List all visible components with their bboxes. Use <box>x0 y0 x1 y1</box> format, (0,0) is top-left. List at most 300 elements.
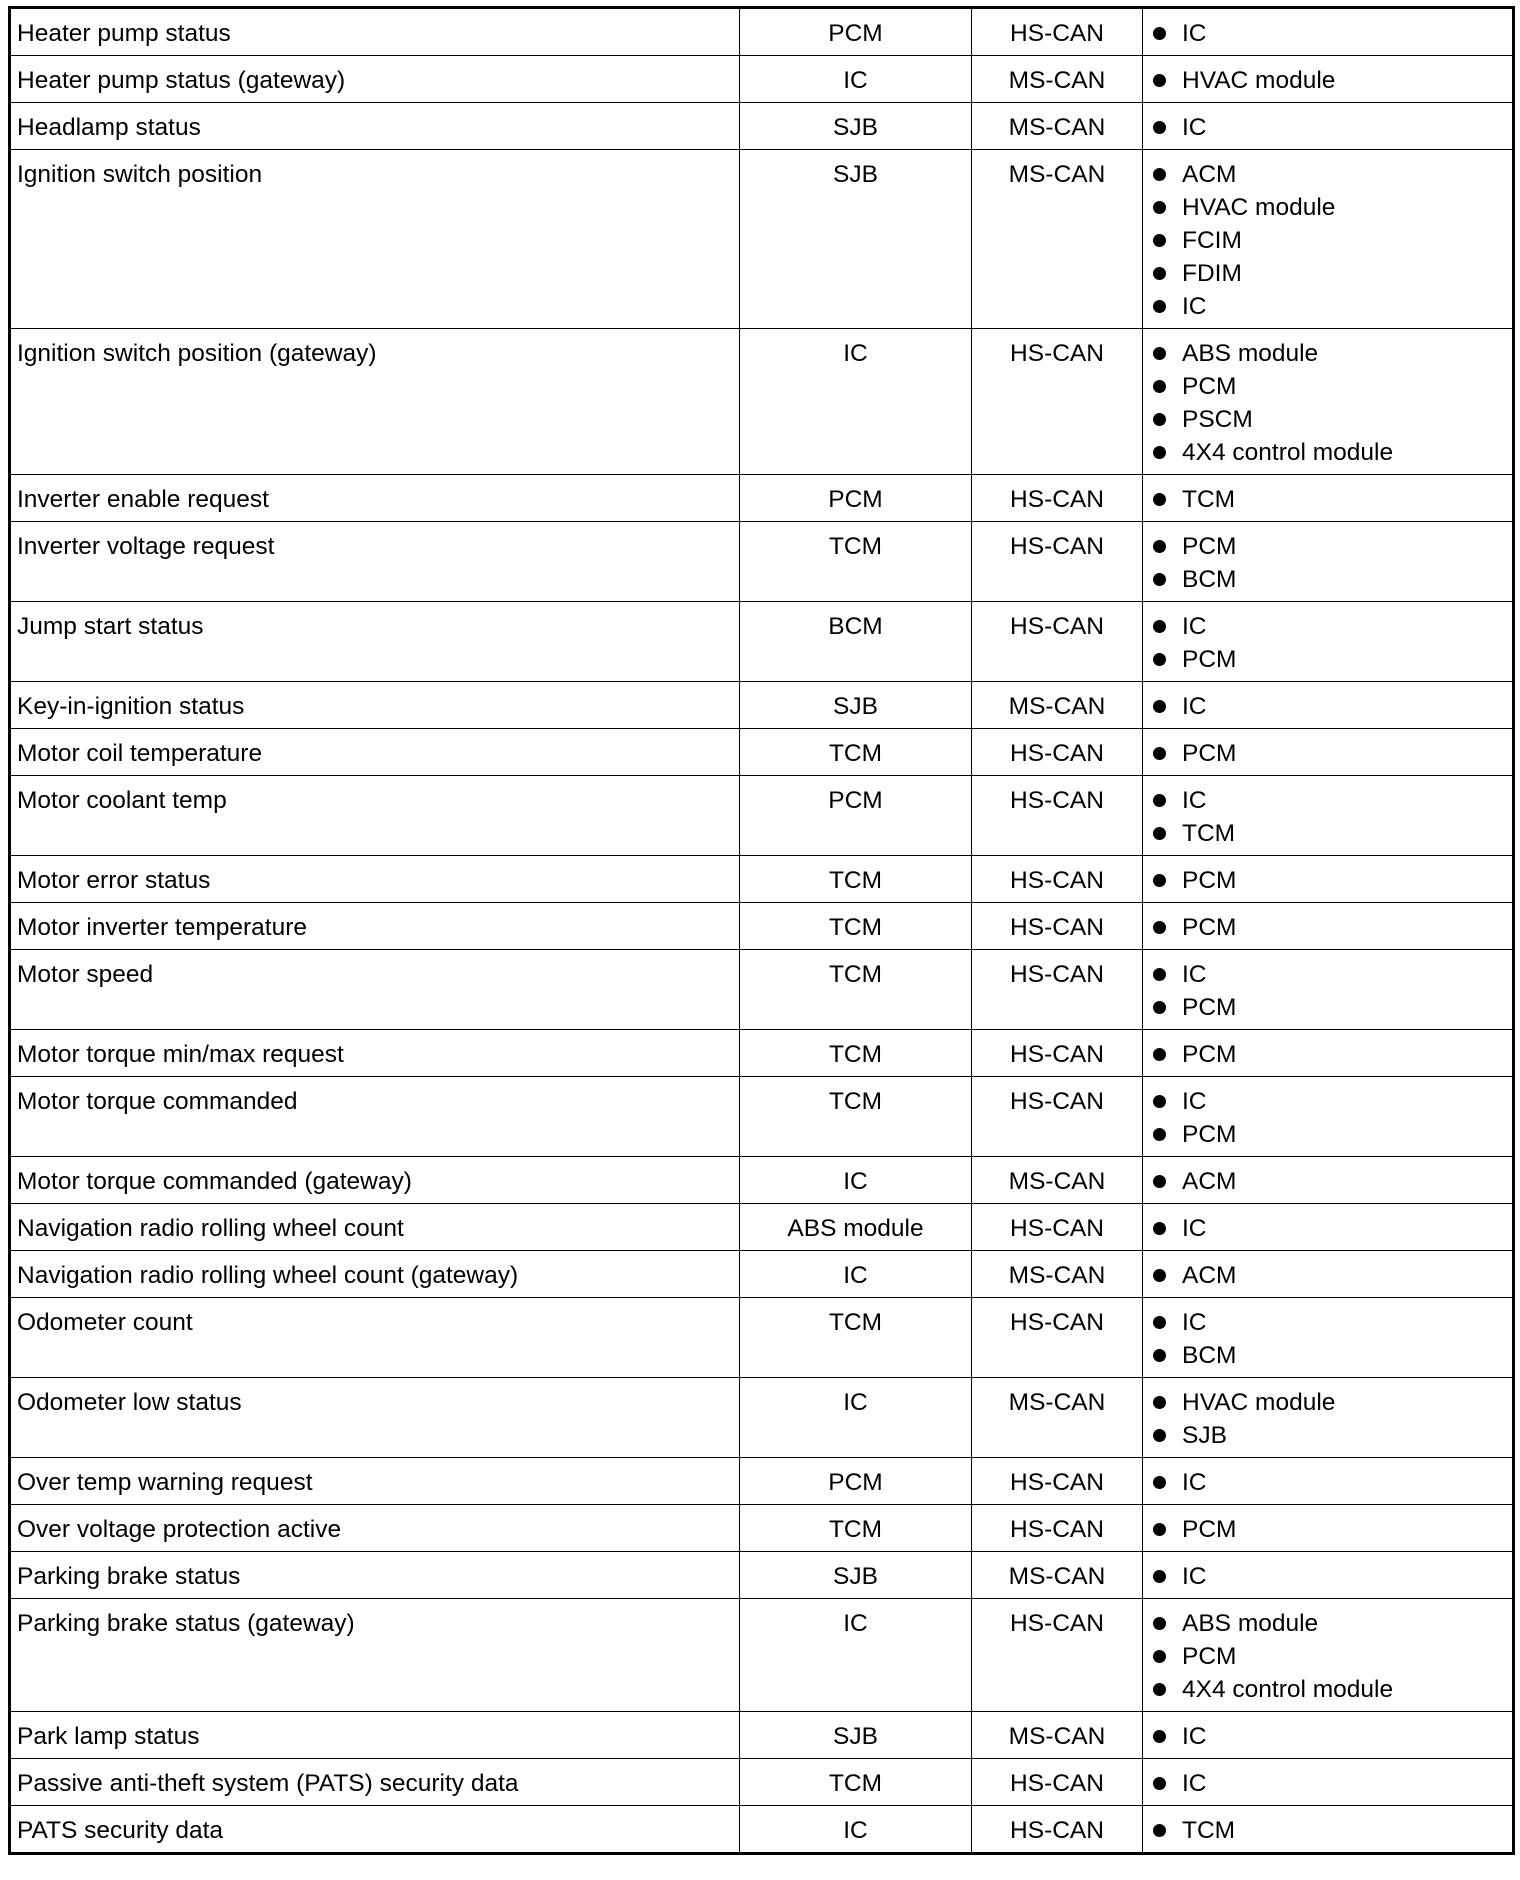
receiver-list-item <box>1149 1673 1506 1706</box>
receiver-list <box>1149 1085 1506 1151</box>
network-cell: HS-CAN <box>972 950 1143 1030</box>
receiver-list-item <box>1149 64 1506 97</box>
message-cell: Jump start status <box>10 602 740 682</box>
receiver-label: IC <box>1182 20 1207 47</box>
bullet-icon <box>1153 827 1166 840</box>
bullet-icon <box>1153 1617 1166 1630</box>
originating-module-cell: SJB <box>740 150 972 329</box>
bullet-icon <box>1153 201 1166 214</box>
message-cell: Motor coil temperature <box>10 729 740 776</box>
bullet-icon <box>1153 1222 1166 1235</box>
network-cell: HS-CAN <box>972 1599 1143 1712</box>
receiver-list <box>1149 610 1506 676</box>
receiver-label: BCM <box>1182 1342 1237 1369</box>
bullet-icon <box>1153 1777 1166 1790</box>
receiving-modules-cell <box>1143 1458 1514 1505</box>
receiver-list-item <box>1149 817 1506 850</box>
receiver-list <box>1149 530 1506 596</box>
receiver-list-item <box>1149 224 1506 257</box>
receiver-list <box>1149 337 1506 469</box>
receiving-modules-cell <box>1143 776 1514 856</box>
message-cell: Passive anti-theft system (PATS) security data <box>10 1759 740 1806</box>
table-row <box>10 1759 1514 1806</box>
receiver-list <box>1149 483 1506 516</box>
network-cell: MS-CAN <box>972 150 1143 329</box>
receiver-label: HVAC module <box>1182 67 1336 94</box>
receiver-list <box>1149 864 1506 897</box>
receiver-list-item <box>1149 436 1506 469</box>
receiver-label: BCM <box>1182 566 1237 593</box>
originating-module-cell: SJB <box>740 1712 972 1759</box>
network-cell: HS-CAN <box>972 1298 1143 1378</box>
originating-module-cell: IC <box>740 1157 972 1204</box>
receiver-list-item <box>1149 1419 1506 1452</box>
bullet-icon <box>1153 1048 1166 1061</box>
network-cell: MS-CAN <box>972 1712 1143 1759</box>
receiving-modules-cell <box>1143 1599 1514 1712</box>
receiver-list-item <box>1149 1038 1506 1071</box>
receiver-list <box>1149 1560 1506 1593</box>
message-cell: Motor coolant temp <box>10 776 740 856</box>
receiver-label: 4X4 control module <box>1182 1676 1394 1703</box>
receiver-list <box>1149 1814 1506 1847</box>
receiver-label: PCM <box>1182 740 1237 767</box>
receiver-list-item <box>1149 1607 1506 1640</box>
table-row <box>10 8 1514 56</box>
bullet-icon <box>1153 1349 1166 1362</box>
table-row <box>10 1251 1514 1298</box>
receiver-label: TCM <box>1182 1817 1236 1844</box>
network-cell: HS-CAN <box>972 475 1143 522</box>
message-cell: Motor torque min/max request <box>10 1030 740 1077</box>
message-cell: Odometer count <box>10 1298 740 1378</box>
receiver-list <box>1149 737 1506 770</box>
receiving-modules-cell <box>1143 8 1514 56</box>
receiver-label: ABS module <box>1182 1610 1319 1637</box>
receiver-list-item <box>1149 403 1506 436</box>
receiving-modules-cell <box>1143 1378 1514 1458</box>
message-cell: Motor torque commanded (gateway) <box>10 1157 740 1204</box>
network-message-table <box>8 6 1515 1855</box>
receiving-modules-cell <box>1143 1552 1514 1599</box>
message-cell: Inverter enable request <box>10 475 740 522</box>
receiving-modules-cell <box>1143 1030 1514 1077</box>
receiver-list-item <box>1149 1466 1506 1499</box>
bullet-icon <box>1153 446 1166 459</box>
message-cell: Inverter voltage request <box>10 522 740 602</box>
bullet-icon <box>1153 380 1166 393</box>
network-cell: HS-CAN <box>972 1030 1143 1077</box>
receiver-list-item <box>1149 1339 1506 1372</box>
bullet-icon <box>1153 267 1166 280</box>
table-row <box>10 602 1514 682</box>
bullet-icon <box>1153 300 1166 313</box>
bullet-icon <box>1153 493 1166 506</box>
network-cell: HS-CAN <box>972 776 1143 856</box>
receiver-list <box>1149 1386 1506 1452</box>
network-cell: HS-CAN <box>972 1806 1143 1854</box>
table-row <box>10 1458 1514 1505</box>
table-row <box>10 729 1514 776</box>
bullet-icon <box>1153 700 1166 713</box>
bullet-icon <box>1153 620 1166 633</box>
receiver-list-item <box>1149 1165 1506 1198</box>
receiving-modules-cell <box>1143 1505 1514 1552</box>
message-cell: Motor torque commanded <box>10 1077 740 1157</box>
message-cell: Navigation radio rolling wheel count (gateway) <box>10 1251 740 1298</box>
message-cell: Motor speed <box>10 950 740 1030</box>
receiver-list-item <box>1149 643 1506 676</box>
table-row <box>10 1552 1514 1599</box>
receiver-label: ACM <box>1182 1262 1237 1289</box>
originating-module-cell: TCM <box>740 1030 972 1077</box>
receiver-list-item <box>1149 563 1506 596</box>
bullet-icon <box>1153 1824 1166 1837</box>
originating-module-cell: ABS module <box>740 1204 972 1251</box>
originating-module-cell: IC <box>740 1251 972 1298</box>
receiver-label: SJB <box>1182 1422 1227 1449</box>
bullet-icon <box>1153 1396 1166 1409</box>
receiver-list-item <box>1149 690 1506 723</box>
network-cell: HS-CAN <box>972 522 1143 602</box>
receiver-list-item <box>1149 1259 1506 1292</box>
table-row <box>10 103 1514 150</box>
receiver-list-item <box>1149 1085 1506 1118</box>
table-row <box>10 1077 1514 1157</box>
originating-module-cell: IC <box>740 1806 972 1854</box>
receiver-list-item <box>1149 991 1506 1024</box>
originating-module-cell: TCM <box>740 950 972 1030</box>
receiving-modules-cell <box>1143 522 1514 602</box>
receiver-list <box>1149 1259 1506 1292</box>
receiver-label: ACM <box>1182 161 1237 188</box>
receiver-label: PCM <box>1182 373 1237 400</box>
receiver-list <box>1149 690 1506 723</box>
message-cell: Heater pump status <box>10 8 740 56</box>
receiver-list-item <box>1149 158 1506 191</box>
message-cell: Key-in-ignition status <box>10 682 740 729</box>
bullet-icon <box>1153 1316 1166 1329</box>
network-cell: HS-CAN <box>972 8 1143 56</box>
network-cell: HS-CAN <box>972 729 1143 776</box>
bullet-icon <box>1153 1476 1166 1489</box>
originating-module-cell: TCM <box>740 1077 972 1157</box>
bullet-icon <box>1153 1095 1166 1108</box>
receiver-list <box>1149 1607 1506 1706</box>
receiver-label: ACM <box>1182 1168 1237 1195</box>
bullet-icon <box>1153 540 1166 553</box>
table-row <box>10 1599 1514 1712</box>
bullet-icon <box>1153 794 1166 807</box>
receiver-list-item <box>1149 1513 1506 1546</box>
network-cell: HS-CAN <box>972 1458 1143 1505</box>
bullet-icon <box>1153 1001 1166 1014</box>
message-cell: Ignition switch position <box>10 150 740 329</box>
receiver-list-item <box>1149 911 1506 944</box>
receiver-label: PCM <box>1182 533 1237 560</box>
receiver-list-item <box>1149 111 1506 144</box>
receiver-label: HVAC module <box>1182 1389 1336 1416</box>
originating-module-cell: PCM <box>740 1458 972 1505</box>
receiver-list-item <box>1149 1767 1506 1800</box>
bullet-icon <box>1153 968 1166 981</box>
bullet-icon <box>1153 1570 1166 1583</box>
table-row <box>10 1298 1514 1378</box>
network-cell: HS-CAN <box>972 1204 1143 1251</box>
bullet-icon <box>1153 234 1166 247</box>
bullet-icon <box>1153 573 1166 586</box>
receiving-modules-cell <box>1143 103 1514 150</box>
originating-module-cell: PCM <box>740 475 972 522</box>
network-cell: MS-CAN <box>972 1251 1143 1298</box>
network-cell: HS-CAN <box>972 903 1143 950</box>
receiver-list-item <box>1149 1212 1506 1245</box>
bullet-icon <box>1153 121 1166 134</box>
receiver-label: IC <box>1182 693 1207 720</box>
network-cell: HS-CAN <box>972 329 1143 475</box>
message-cell: Over temp warning request <box>10 1458 740 1505</box>
bullet-icon <box>1153 1128 1166 1141</box>
receiving-modules-cell <box>1143 950 1514 1030</box>
receiver-label: PCM <box>1182 1041 1237 1068</box>
receiver-label: IC <box>1182 1309 1207 1336</box>
network-cell: HS-CAN <box>972 602 1143 682</box>
receiver-list <box>1149 158 1506 323</box>
receiver-label: PCM <box>1182 914 1237 941</box>
receiver-label: IC <box>1182 787 1207 814</box>
receiving-modules-cell <box>1143 1251 1514 1298</box>
receiver-list-item <box>1149 1720 1506 1753</box>
receiver-list-item <box>1149 17 1506 50</box>
receiver-list-item <box>1149 337 1506 370</box>
receiving-modules-cell <box>1143 1204 1514 1251</box>
receiving-modules-cell <box>1143 329 1514 475</box>
table-row <box>10 856 1514 903</box>
receiver-label: TCM <box>1182 486 1236 513</box>
message-cell: Motor error status <box>10 856 740 903</box>
receiver-label: PCM <box>1182 1643 1237 1670</box>
receiver-label: PCM <box>1182 1516 1237 1543</box>
receiver-list <box>1149 958 1506 1024</box>
bullet-icon <box>1153 413 1166 426</box>
bullet-icon <box>1153 653 1166 666</box>
table-row <box>10 1204 1514 1251</box>
originating-module-cell: IC <box>740 1378 972 1458</box>
receiving-modules-cell <box>1143 56 1514 103</box>
originating-module-cell: SJB <box>740 1552 972 1599</box>
receiver-list-item <box>1149 257 1506 290</box>
network-cell: MS-CAN <box>972 103 1143 150</box>
receiver-label: IC <box>1182 293 1207 320</box>
table-row <box>10 903 1514 950</box>
receiver-label: HVAC module <box>1182 194 1336 221</box>
originating-module-cell: TCM <box>740 1505 972 1552</box>
originating-module-cell: TCM <box>740 729 972 776</box>
receiver-list <box>1149 911 1506 944</box>
receiving-modules-cell <box>1143 903 1514 950</box>
receiving-modules-cell <box>1143 1298 1514 1378</box>
bullet-icon <box>1153 27 1166 40</box>
originating-module-cell: BCM <box>740 602 972 682</box>
originating-module-cell: TCM <box>740 856 972 903</box>
receiver-list-item <box>1149 1640 1506 1673</box>
network-cell: HS-CAN <box>972 856 1143 903</box>
originating-module-cell: PCM <box>740 776 972 856</box>
bullet-icon <box>1153 1429 1166 1442</box>
bullet-icon <box>1153 74 1166 87</box>
originating-module-cell: SJB <box>740 103 972 150</box>
table-row <box>10 475 1514 522</box>
table-row <box>10 1378 1514 1458</box>
table-row <box>10 329 1514 475</box>
network-cell: MS-CAN <box>972 1552 1143 1599</box>
message-cell: Navigation radio rolling wheel count <box>10 1204 740 1251</box>
receiver-label: ABS module <box>1182 340 1319 367</box>
receiver-list-item <box>1149 864 1506 897</box>
receiver-list <box>1149 64 1506 97</box>
bullet-icon <box>1153 347 1166 360</box>
message-cell: Park lamp status <box>10 1712 740 1759</box>
table-row <box>10 522 1514 602</box>
table-row <box>10 682 1514 729</box>
receiving-modules-cell <box>1143 682 1514 729</box>
originating-module-cell: IC <box>740 329 972 475</box>
bullet-icon <box>1153 1523 1166 1536</box>
message-cell: Motor inverter temperature <box>10 903 740 950</box>
receiver-list-item <box>1149 1814 1506 1847</box>
network-message-table-page <box>8 6 1512 1855</box>
originating-module-cell: TCM <box>740 1759 972 1806</box>
network-cell: MS-CAN <box>972 56 1143 103</box>
originating-module-cell: TCM <box>740 522 972 602</box>
receiver-list <box>1149 1212 1506 1245</box>
receiver-list-item <box>1149 1560 1506 1593</box>
receiver-list-item <box>1149 610 1506 643</box>
table-row <box>10 150 1514 329</box>
receiving-modules-cell <box>1143 856 1514 903</box>
receiver-list <box>1149 1038 1506 1071</box>
receiver-list <box>1149 784 1506 850</box>
receiving-modules-cell <box>1143 150 1514 329</box>
network-cell: MS-CAN <box>972 1378 1143 1458</box>
message-cell: Parking brake status <box>10 1552 740 1599</box>
message-cell: Ignition switch position (gateway) <box>10 329 740 475</box>
bullet-icon <box>1153 921 1166 934</box>
network-cell: HS-CAN <box>972 1759 1143 1806</box>
network-cell: MS-CAN <box>972 682 1143 729</box>
receiver-list-item <box>1149 290 1506 323</box>
originating-module-cell: TCM <box>740 1298 972 1378</box>
receiver-label: IC <box>1182 1469 1207 1496</box>
bullet-icon <box>1153 168 1166 181</box>
message-cell: Odometer low status <box>10 1378 740 1458</box>
receiver-list <box>1149 1165 1506 1198</box>
receiver-list-item <box>1149 1386 1506 1419</box>
receiving-modules-cell <box>1143 1806 1514 1854</box>
receiver-list-item <box>1149 1306 1506 1339</box>
originating-module-cell: IC <box>740 56 972 103</box>
receiver-label: PCM <box>1182 646 1237 673</box>
originating-module-cell: SJB <box>740 682 972 729</box>
bullet-icon <box>1153 747 1166 760</box>
receiving-modules-cell <box>1143 729 1514 776</box>
receiver-label: IC <box>1182 1215 1207 1242</box>
originating-module-cell: TCM <box>740 903 972 950</box>
receiver-label: IC <box>1182 114 1207 141</box>
table-row <box>10 56 1514 103</box>
receiving-modules-cell <box>1143 1077 1514 1157</box>
bullet-icon <box>1153 1730 1166 1743</box>
bullet-icon <box>1153 874 1166 887</box>
receiver-label: IC <box>1182 1088 1207 1115</box>
bullet-icon <box>1153 1650 1166 1663</box>
receiver-list-item <box>1149 530 1506 563</box>
message-cell: Parking brake status (gateway) <box>10 1599 740 1712</box>
network-cell: HS-CAN <box>972 1505 1143 1552</box>
receiver-label: PSCM <box>1182 406 1253 433</box>
receiver-label: TCM <box>1182 820 1236 847</box>
receiver-label: PCM <box>1182 1121 1237 1148</box>
receiving-modules-cell <box>1143 602 1514 682</box>
receiver-list <box>1149 1306 1506 1372</box>
table-row <box>10 1806 1514 1854</box>
bullet-icon <box>1153 1683 1166 1696</box>
message-cell: Over voltage protection active <box>10 1505 740 1552</box>
receiver-list <box>1149 1767 1506 1800</box>
receiver-list-item <box>1149 483 1506 516</box>
receiver-list <box>1149 111 1506 144</box>
table-row <box>10 1157 1514 1204</box>
receiver-list <box>1149 1720 1506 1753</box>
table-row <box>10 1030 1514 1077</box>
receiving-modules-cell <box>1143 1759 1514 1806</box>
table-row <box>10 950 1514 1030</box>
table-row <box>10 1505 1514 1552</box>
receiver-label: IC <box>1182 1770 1207 1797</box>
originating-module-cell: PCM <box>740 8 972 56</box>
receiver-list-item <box>1149 191 1506 224</box>
receiving-modules-cell <box>1143 475 1514 522</box>
message-cell: Heater pump status (gateway) <box>10 56 740 103</box>
table-row <box>10 1712 1514 1759</box>
receiver-label: IC <box>1182 961 1207 988</box>
receiver-list-item <box>1149 958 1506 991</box>
receiver-label: IC <box>1182 613 1207 640</box>
receiver-list-item <box>1149 370 1506 403</box>
message-cell: PATS security data <box>10 1806 740 1854</box>
network-cell: HS-CAN <box>972 1077 1143 1157</box>
receiver-list-item <box>1149 784 1506 817</box>
message-cell: Headlamp status <box>10 103 740 150</box>
receiving-modules-cell <box>1143 1712 1514 1759</box>
receiver-label: PCM <box>1182 867 1237 894</box>
receiver-list <box>1149 1466 1506 1499</box>
receiver-list <box>1149 17 1506 50</box>
receiver-label: FDIM <box>1182 260 1242 287</box>
table-row <box>10 776 1514 856</box>
receiver-list <box>1149 1513 1506 1546</box>
bullet-icon <box>1153 1269 1166 1282</box>
receiver-list-item <box>1149 1118 1506 1151</box>
receiver-list-item <box>1149 737 1506 770</box>
bullet-icon <box>1153 1175 1166 1188</box>
receiver-label: FCIM <box>1182 227 1242 254</box>
originating-module-cell: IC <box>740 1599 972 1712</box>
receiver-label: IC <box>1182 1723 1207 1750</box>
network-cell: MS-CAN <box>972 1157 1143 1204</box>
table-body <box>10 8 1514 1854</box>
receiver-label: IC <box>1182 1563 1207 1590</box>
